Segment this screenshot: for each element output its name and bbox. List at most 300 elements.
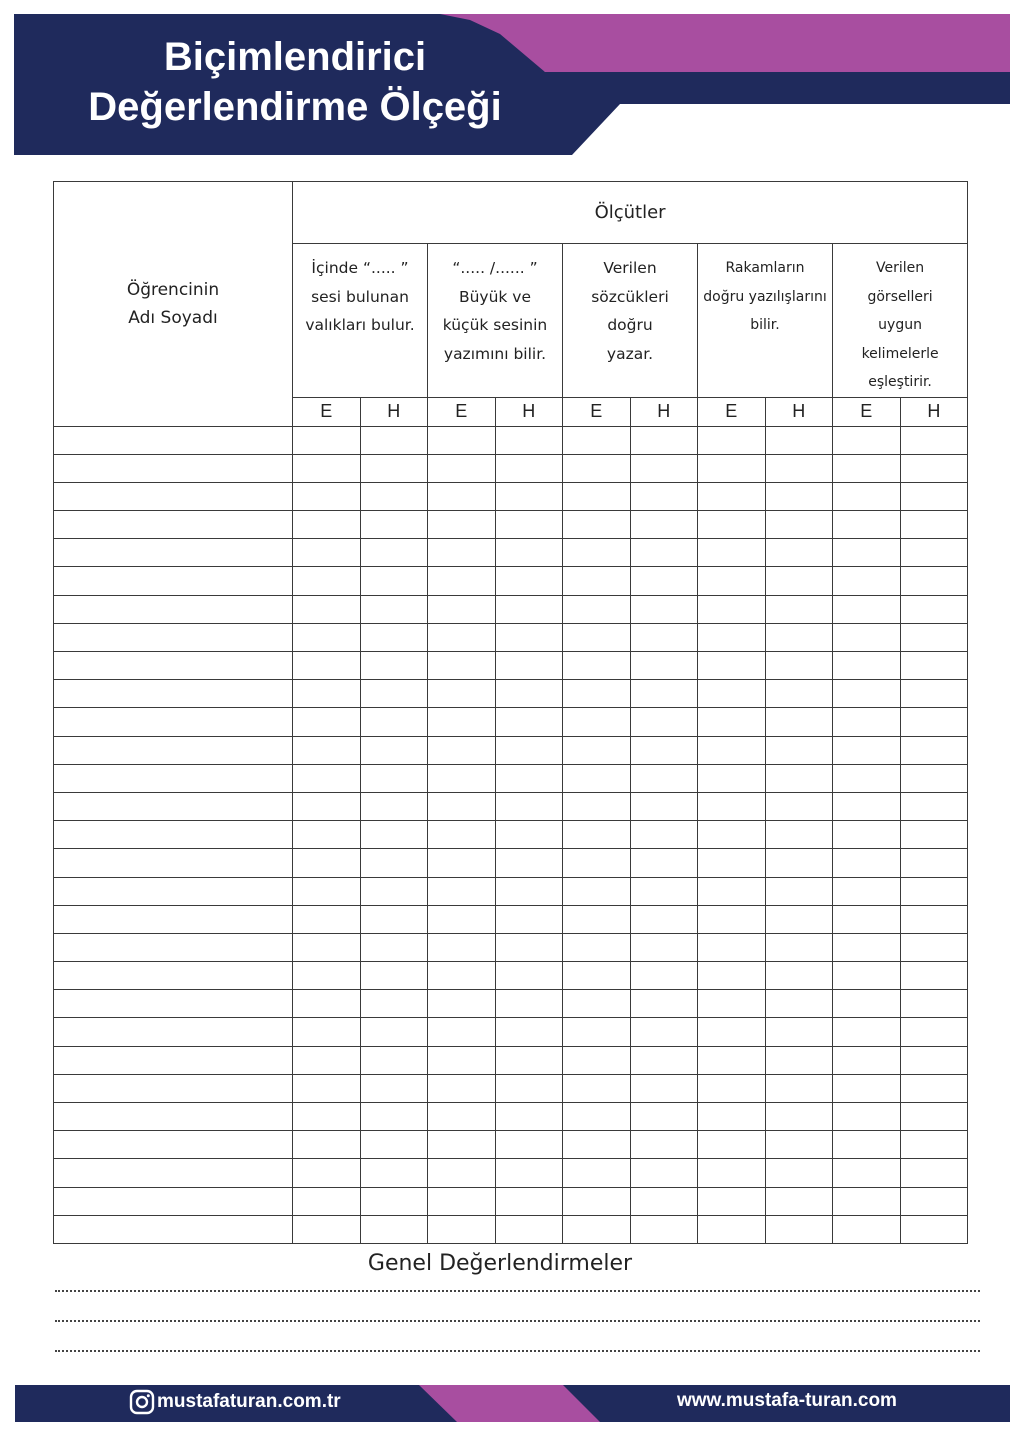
mark-cell[interactable] bbox=[765, 962, 833, 990]
mark-cell[interactable] bbox=[698, 595, 766, 623]
mark-cell[interactable] bbox=[360, 1103, 428, 1131]
mark-cell[interactable] bbox=[428, 1187, 496, 1215]
mark-cell[interactable] bbox=[698, 877, 766, 905]
mark-cell[interactable] bbox=[495, 454, 563, 482]
mark-cell[interactable] bbox=[630, 454, 698, 482]
mark-cell[interactable] bbox=[765, 426, 833, 454]
mark-cell[interactable] bbox=[293, 1103, 361, 1131]
mark-cell[interactable] bbox=[833, 1187, 901, 1215]
student-name-cell[interactable] bbox=[54, 454, 293, 482]
mark-cell[interactable] bbox=[765, 736, 833, 764]
mark-cell[interactable] bbox=[495, 877, 563, 905]
mark-cell[interactable] bbox=[698, 990, 766, 1018]
mark-cell[interactable] bbox=[900, 877, 968, 905]
mark-cell[interactable] bbox=[360, 1215, 428, 1243]
mark-cell[interactable] bbox=[833, 1103, 901, 1131]
mark-cell[interactable] bbox=[630, 1159, 698, 1187]
mark-cell[interactable] bbox=[360, 1131, 428, 1159]
mark-cell[interactable] bbox=[900, 511, 968, 539]
student-name-cell[interactable] bbox=[54, 680, 293, 708]
student-name-cell[interactable] bbox=[54, 1103, 293, 1131]
mark-cell[interactable] bbox=[833, 877, 901, 905]
mark-cell[interactable] bbox=[900, 933, 968, 961]
mark-cell[interactable] bbox=[495, 990, 563, 1018]
mark-cell[interactable] bbox=[900, 539, 968, 567]
mark-cell[interactable] bbox=[495, 962, 563, 990]
mark-cell[interactable] bbox=[563, 933, 631, 961]
mark-cell[interactable] bbox=[833, 962, 901, 990]
mark-cell[interactable] bbox=[293, 623, 361, 651]
student-name-cell[interactable] bbox=[54, 595, 293, 623]
mark-cell[interactable] bbox=[765, 1159, 833, 1187]
student-name-cell[interactable] bbox=[54, 708, 293, 736]
mark-cell[interactable] bbox=[698, 933, 766, 961]
student-name-cell[interactable] bbox=[54, 1074, 293, 1102]
mark-cell[interactable] bbox=[360, 1159, 428, 1187]
mark-cell[interactable] bbox=[765, 905, 833, 933]
mark-cell[interactable] bbox=[495, 511, 563, 539]
mark-cell[interactable] bbox=[428, 933, 496, 961]
mark-cell[interactable] bbox=[630, 877, 698, 905]
mark-cell[interactable] bbox=[360, 1018, 428, 1046]
mark-cell[interactable] bbox=[428, 482, 496, 510]
mark-cell[interactable] bbox=[563, 736, 631, 764]
mark-cell[interactable] bbox=[563, 595, 631, 623]
mark-cell[interactable] bbox=[428, 1131, 496, 1159]
mark-cell[interactable] bbox=[563, 482, 631, 510]
mark-cell[interactable] bbox=[765, 511, 833, 539]
mark-cell[interactable] bbox=[698, 1131, 766, 1159]
mark-cell[interactable] bbox=[900, 821, 968, 849]
mark-cell[interactable] bbox=[765, 877, 833, 905]
mark-cell[interactable] bbox=[833, 595, 901, 623]
mark-cell[interactable] bbox=[698, 482, 766, 510]
mark-cell[interactable] bbox=[630, 990, 698, 1018]
mark-cell[interactable] bbox=[293, 1159, 361, 1187]
mark-cell[interactable] bbox=[563, 905, 631, 933]
mark-cell[interactable] bbox=[360, 933, 428, 961]
mark-cell[interactable] bbox=[563, 962, 631, 990]
mark-cell[interactable] bbox=[833, 849, 901, 877]
mark-cell[interactable] bbox=[360, 426, 428, 454]
mark-cell[interactable] bbox=[495, 736, 563, 764]
mark-cell[interactable] bbox=[900, 595, 968, 623]
mark-cell[interactable] bbox=[495, 567, 563, 595]
mark-cell[interactable] bbox=[765, 567, 833, 595]
student-name-cell[interactable] bbox=[54, 511, 293, 539]
mark-cell[interactable] bbox=[833, 482, 901, 510]
mark-cell[interactable] bbox=[698, 1159, 766, 1187]
mark-cell[interactable] bbox=[360, 482, 428, 510]
student-name-cell[interactable] bbox=[54, 736, 293, 764]
mark-cell[interactable] bbox=[765, 680, 833, 708]
mark-cell[interactable] bbox=[428, 567, 496, 595]
student-name-cell[interactable] bbox=[54, 567, 293, 595]
mark-cell[interactable] bbox=[428, 792, 496, 820]
mark-cell[interactable] bbox=[765, 1018, 833, 1046]
mark-cell[interactable] bbox=[360, 849, 428, 877]
mark-cell[interactable] bbox=[360, 905, 428, 933]
mark-cell[interactable] bbox=[428, 905, 496, 933]
mark-cell[interactable] bbox=[698, 962, 766, 990]
mark-cell[interactable] bbox=[833, 680, 901, 708]
mark-cell[interactable] bbox=[428, 539, 496, 567]
mark-cell[interactable] bbox=[360, 708, 428, 736]
mark-cell[interactable] bbox=[765, 708, 833, 736]
mark-cell[interactable] bbox=[293, 1187, 361, 1215]
mark-cell[interactable] bbox=[563, 764, 631, 792]
mark-cell[interactable] bbox=[765, 1131, 833, 1159]
mark-cell[interactable] bbox=[833, 792, 901, 820]
mark-cell[interactable] bbox=[833, 1018, 901, 1046]
mark-cell[interactable] bbox=[630, 426, 698, 454]
student-name-cell[interactable] bbox=[54, 792, 293, 820]
mark-cell[interactable] bbox=[765, 1046, 833, 1074]
mark-cell[interactable] bbox=[900, 1018, 968, 1046]
mark-cell[interactable] bbox=[428, 454, 496, 482]
mark-cell[interactable] bbox=[630, 567, 698, 595]
mark-cell[interactable] bbox=[698, 539, 766, 567]
mark-cell[interactable] bbox=[630, 595, 698, 623]
mark-cell[interactable] bbox=[833, 652, 901, 680]
mark-cell[interactable] bbox=[495, 595, 563, 623]
mark-cell[interactable] bbox=[630, 736, 698, 764]
mark-cell[interactable] bbox=[360, 990, 428, 1018]
mark-cell[interactable] bbox=[563, 792, 631, 820]
mark-cell[interactable] bbox=[765, 1074, 833, 1102]
student-name-cell[interactable] bbox=[54, 1131, 293, 1159]
mark-cell[interactable] bbox=[293, 792, 361, 820]
mark-cell[interactable] bbox=[293, 877, 361, 905]
mark-cell[interactable] bbox=[698, 849, 766, 877]
mark-cell[interactable] bbox=[833, 1074, 901, 1102]
mark-cell[interactable] bbox=[833, 511, 901, 539]
mark-cell[interactable] bbox=[900, 736, 968, 764]
mark-cell[interactable] bbox=[630, 1103, 698, 1131]
mark-cell[interactable] bbox=[495, 652, 563, 680]
mark-cell[interactable] bbox=[495, 708, 563, 736]
mark-cell[interactable] bbox=[765, 482, 833, 510]
mark-cell[interactable] bbox=[563, 567, 631, 595]
mark-cell[interactable] bbox=[563, 1215, 631, 1243]
mark-cell[interactable] bbox=[360, 764, 428, 792]
student-name-cell[interactable] bbox=[54, 764, 293, 792]
mark-cell[interactable] bbox=[293, 539, 361, 567]
mark-cell[interactable] bbox=[630, 1187, 698, 1215]
mark-cell[interactable] bbox=[563, 426, 631, 454]
mark-cell[interactable] bbox=[630, 1215, 698, 1243]
mark-cell[interactable] bbox=[563, 877, 631, 905]
mark-cell[interactable] bbox=[495, 426, 563, 454]
mark-cell[interactable] bbox=[900, 652, 968, 680]
mark-cell[interactable] bbox=[495, 821, 563, 849]
mark-cell[interactable] bbox=[900, 680, 968, 708]
mark-cell[interactable] bbox=[360, 792, 428, 820]
student-name-cell[interactable] bbox=[54, 482, 293, 510]
mark-cell[interactable] bbox=[428, 680, 496, 708]
mark-cell[interactable] bbox=[698, 1074, 766, 1102]
mark-cell[interactable] bbox=[563, 708, 631, 736]
mark-cell[interactable] bbox=[563, 990, 631, 1018]
mark-cell[interactable] bbox=[630, 1074, 698, 1102]
mark-cell[interactable] bbox=[293, 933, 361, 961]
mark-cell[interactable] bbox=[293, 708, 361, 736]
mark-cell[interactable] bbox=[765, 1215, 833, 1243]
mark-cell[interactable] bbox=[293, 736, 361, 764]
mark-cell[interactable] bbox=[630, 962, 698, 990]
mark-cell[interactable] bbox=[833, 1131, 901, 1159]
mark-cell[interactable] bbox=[563, 623, 631, 651]
student-name-cell[interactable] bbox=[54, 877, 293, 905]
mark-cell[interactable] bbox=[900, 454, 968, 482]
mark-cell[interactable] bbox=[698, 1103, 766, 1131]
mark-cell[interactable] bbox=[833, 736, 901, 764]
mark-cell[interactable] bbox=[495, 1131, 563, 1159]
mark-cell[interactable] bbox=[293, 1131, 361, 1159]
mark-cell[interactable] bbox=[630, 511, 698, 539]
mark-cell[interactable] bbox=[900, 426, 968, 454]
mark-cell[interactable] bbox=[698, 680, 766, 708]
mark-cell[interactable] bbox=[360, 511, 428, 539]
mark-cell[interactable] bbox=[428, 764, 496, 792]
mark-cell[interactable] bbox=[428, 1215, 496, 1243]
student-name-cell[interactable] bbox=[54, 1159, 293, 1187]
mark-cell[interactable] bbox=[900, 1187, 968, 1215]
mark-cell[interactable] bbox=[698, 1046, 766, 1074]
mark-cell[interactable] bbox=[900, 849, 968, 877]
mark-cell[interactable] bbox=[765, 821, 833, 849]
mark-cell[interactable] bbox=[495, 764, 563, 792]
mark-cell[interactable] bbox=[563, 1018, 631, 1046]
mark-cell[interactable] bbox=[563, 539, 631, 567]
mark-cell[interactable] bbox=[698, 708, 766, 736]
mark-cell[interactable] bbox=[360, 821, 428, 849]
mark-cell[interactable] bbox=[495, 1074, 563, 1102]
mark-cell[interactable] bbox=[833, 426, 901, 454]
mark-cell[interactable] bbox=[900, 1215, 968, 1243]
mark-cell[interactable] bbox=[563, 511, 631, 539]
student-name-cell[interactable] bbox=[54, 623, 293, 651]
mark-cell[interactable] bbox=[900, 905, 968, 933]
mark-cell[interactable] bbox=[495, 623, 563, 651]
student-name-cell[interactable] bbox=[54, 539, 293, 567]
mark-cell[interactable] bbox=[698, 652, 766, 680]
mark-cell[interactable] bbox=[495, 905, 563, 933]
mark-cell[interactable] bbox=[293, 652, 361, 680]
mark-cell[interactable] bbox=[765, 990, 833, 1018]
mark-cell[interactable] bbox=[360, 1074, 428, 1102]
student-name-cell[interactable] bbox=[54, 849, 293, 877]
mark-cell[interactable] bbox=[833, 539, 901, 567]
mark-cell[interactable] bbox=[360, 877, 428, 905]
student-name-cell[interactable] bbox=[54, 933, 293, 961]
mark-cell[interactable] bbox=[900, 1131, 968, 1159]
student-name-cell[interactable] bbox=[54, 821, 293, 849]
mark-cell[interactable] bbox=[630, 623, 698, 651]
mark-cell[interactable] bbox=[428, 1046, 496, 1074]
mark-cell[interactable] bbox=[698, 792, 766, 820]
mark-cell[interactable] bbox=[698, 821, 766, 849]
mark-cell[interactable] bbox=[293, 821, 361, 849]
mark-cell[interactable] bbox=[630, 792, 698, 820]
mark-cell[interactable] bbox=[833, 708, 901, 736]
mark-cell[interactable] bbox=[765, 1187, 833, 1215]
mark-cell[interactable] bbox=[630, 652, 698, 680]
mark-cell[interactable] bbox=[428, 595, 496, 623]
mark-cell[interactable] bbox=[900, 990, 968, 1018]
mark-cell[interactable] bbox=[428, 736, 496, 764]
writing-line[interactable] bbox=[55, 1350, 980, 1352]
mark-cell[interactable] bbox=[360, 539, 428, 567]
mark-cell[interactable] bbox=[428, 990, 496, 1018]
mark-cell[interactable] bbox=[360, 680, 428, 708]
mark-cell[interactable] bbox=[765, 1103, 833, 1131]
mark-cell[interactable] bbox=[765, 764, 833, 792]
mark-cell[interactable] bbox=[900, 1103, 968, 1131]
student-name-cell[interactable] bbox=[54, 1215, 293, 1243]
mark-cell[interactable] bbox=[360, 1187, 428, 1215]
mark-cell[interactable] bbox=[495, 1018, 563, 1046]
mark-cell[interactable] bbox=[428, 1159, 496, 1187]
mark-cell[interactable] bbox=[495, 849, 563, 877]
mark-cell[interactable] bbox=[833, 933, 901, 961]
mark-cell[interactable] bbox=[900, 708, 968, 736]
mark-cell[interactable] bbox=[563, 1159, 631, 1187]
mark-cell[interactable] bbox=[360, 623, 428, 651]
mark-cell[interactable] bbox=[428, 708, 496, 736]
mark-cell[interactable] bbox=[833, 905, 901, 933]
mark-cell[interactable] bbox=[900, 482, 968, 510]
mark-cell[interactable] bbox=[698, 426, 766, 454]
mark-cell[interactable] bbox=[833, 1046, 901, 1074]
mark-cell[interactable] bbox=[293, 454, 361, 482]
mark-cell[interactable] bbox=[428, 962, 496, 990]
footer-website-link[interactable]: www.mustafa-turan.com bbox=[677, 1390, 897, 1411]
mark-cell[interactable] bbox=[698, 764, 766, 792]
mark-cell[interactable] bbox=[698, 1018, 766, 1046]
mark-cell[interactable] bbox=[833, 990, 901, 1018]
mark-cell[interactable] bbox=[428, 623, 496, 651]
mark-cell[interactable] bbox=[630, 933, 698, 961]
mark-cell[interactable] bbox=[630, 905, 698, 933]
mark-cell[interactable] bbox=[428, 849, 496, 877]
mark-cell[interactable] bbox=[563, 1074, 631, 1102]
footer-instagram-link[interactable]: mustafaturan.com.tr bbox=[157, 1391, 341, 1412]
mark-cell[interactable] bbox=[765, 849, 833, 877]
mark-cell[interactable] bbox=[765, 454, 833, 482]
mark-cell[interactable] bbox=[563, 454, 631, 482]
mark-cell[interactable] bbox=[360, 652, 428, 680]
mark-cell[interactable] bbox=[630, 482, 698, 510]
mark-cell[interactable] bbox=[833, 1215, 901, 1243]
mark-cell[interactable] bbox=[428, 1018, 496, 1046]
mark-cell[interactable] bbox=[900, 792, 968, 820]
mark-cell[interactable] bbox=[428, 1103, 496, 1131]
mark-cell[interactable] bbox=[900, 764, 968, 792]
mark-cell[interactable] bbox=[563, 1046, 631, 1074]
mark-cell[interactable] bbox=[293, 849, 361, 877]
mark-cell[interactable] bbox=[293, 1018, 361, 1046]
mark-cell[interactable] bbox=[765, 539, 833, 567]
mark-cell[interactable] bbox=[900, 1074, 968, 1102]
mark-cell[interactable] bbox=[293, 680, 361, 708]
mark-cell[interactable] bbox=[293, 1074, 361, 1102]
mark-cell[interactable] bbox=[833, 567, 901, 595]
mark-cell[interactable] bbox=[360, 962, 428, 990]
mark-cell[interactable] bbox=[360, 595, 428, 623]
mark-cell[interactable] bbox=[765, 792, 833, 820]
mark-cell[interactable] bbox=[428, 652, 496, 680]
mark-cell[interactable] bbox=[630, 1018, 698, 1046]
mark-cell[interactable] bbox=[765, 623, 833, 651]
mark-cell[interactable] bbox=[833, 821, 901, 849]
student-name-cell[interactable] bbox=[54, 652, 293, 680]
mark-cell[interactable] bbox=[563, 1103, 631, 1131]
mark-cell[interactable] bbox=[698, 1215, 766, 1243]
mark-cell[interactable] bbox=[495, 933, 563, 961]
mark-cell[interactable] bbox=[900, 962, 968, 990]
mark-cell[interactable] bbox=[630, 708, 698, 736]
mark-cell[interactable] bbox=[495, 680, 563, 708]
mark-cell[interactable] bbox=[428, 426, 496, 454]
mark-cell[interactable] bbox=[293, 426, 361, 454]
mark-cell[interactable] bbox=[495, 1187, 563, 1215]
mark-cell[interactable] bbox=[293, 511, 361, 539]
mark-cell[interactable] bbox=[495, 1103, 563, 1131]
mark-cell[interactable] bbox=[293, 905, 361, 933]
mark-cell[interactable] bbox=[630, 849, 698, 877]
mark-cell[interactable] bbox=[630, 1046, 698, 1074]
mark-cell[interactable] bbox=[428, 877, 496, 905]
student-name-cell[interactable] bbox=[54, 1046, 293, 1074]
mark-cell[interactable] bbox=[563, 652, 631, 680]
student-name-cell[interactable] bbox=[54, 905, 293, 933]
mark-cell[interactable] bbox=[698, 905, 766, 933]
mark-cell[interactable] bbox=[630, 680, 698, 708]
mark-cell[interactable] bbox=[765, 595, 833, 623]
mark-cell[interactable] bbox=[293, 482, 361, 510]
mark-cell[interactable] bbox=[698, 623, 766, 651]
mark-cell[interactable] bbox=[833, 764, 901, 792]
mark-cell[interactable] bbox=[563, 1131, 631, 1159]
mark-cell[interactable] bbox=[293, 962, 361, 990]
mark-cell[interactable] bbox=[360, 567, 428, 595]
mark-cell[interactable] bbox=[360, 454, 428, 482]
mark-cell[interactable] bbox=[900, 1046, 968, 1074]
mark-cell[interactable] bbox=[360, 1046, 428, 1074]
mark-cell[interactable] bbox=[293, 567, 361, 595]
writing-line[interactable] bbox=[55, 1290, 980, 1292]
student-name-cell[interactable] bbox=[54, 426, 293, 454]
mark-cell[interactable] bbox=[495, 482, 563, 510]
mark-cell[interactable] bbox=[428, 1074, 496, 1102]
mark-cell[interactable] bbox=[698, 454, 766, 482]
mark-cell[interactable] bbox=[765, 933, 833, 961]
mark-cell[interactable] bbox=[428, 511, 496, 539]
mark-cell[interactable] bbox=[900, 567, 968, 595]
writing-line[interactable] bbox=[55, 1320, 980, 1322]
mark-cell[interactable] bbox=[698, 736, 766, 764]
mark-cell[interactable] bbox=[698, 567, 766, 595]
mark-cell[interactable] bbox=[495, 1159, 563, 1187]
mark-cell[interactable] bbox=[293, 764, 361, 792]
mark-cell[interactable] bbox=[833, 623, 901, 651]
student-name-cell[interactable] bbox=[54, 990, 293, 1018]
mark-cell[interactable] bbox=[765, 652, 833, 680]
mark-cell[interactable] bbox=[563, 849, 631, 877]
mark-cell[interactable] bbox=[428, 821, 496, 849]
mark-cell[interactable] bbox=[495, 539, 563, 567]
